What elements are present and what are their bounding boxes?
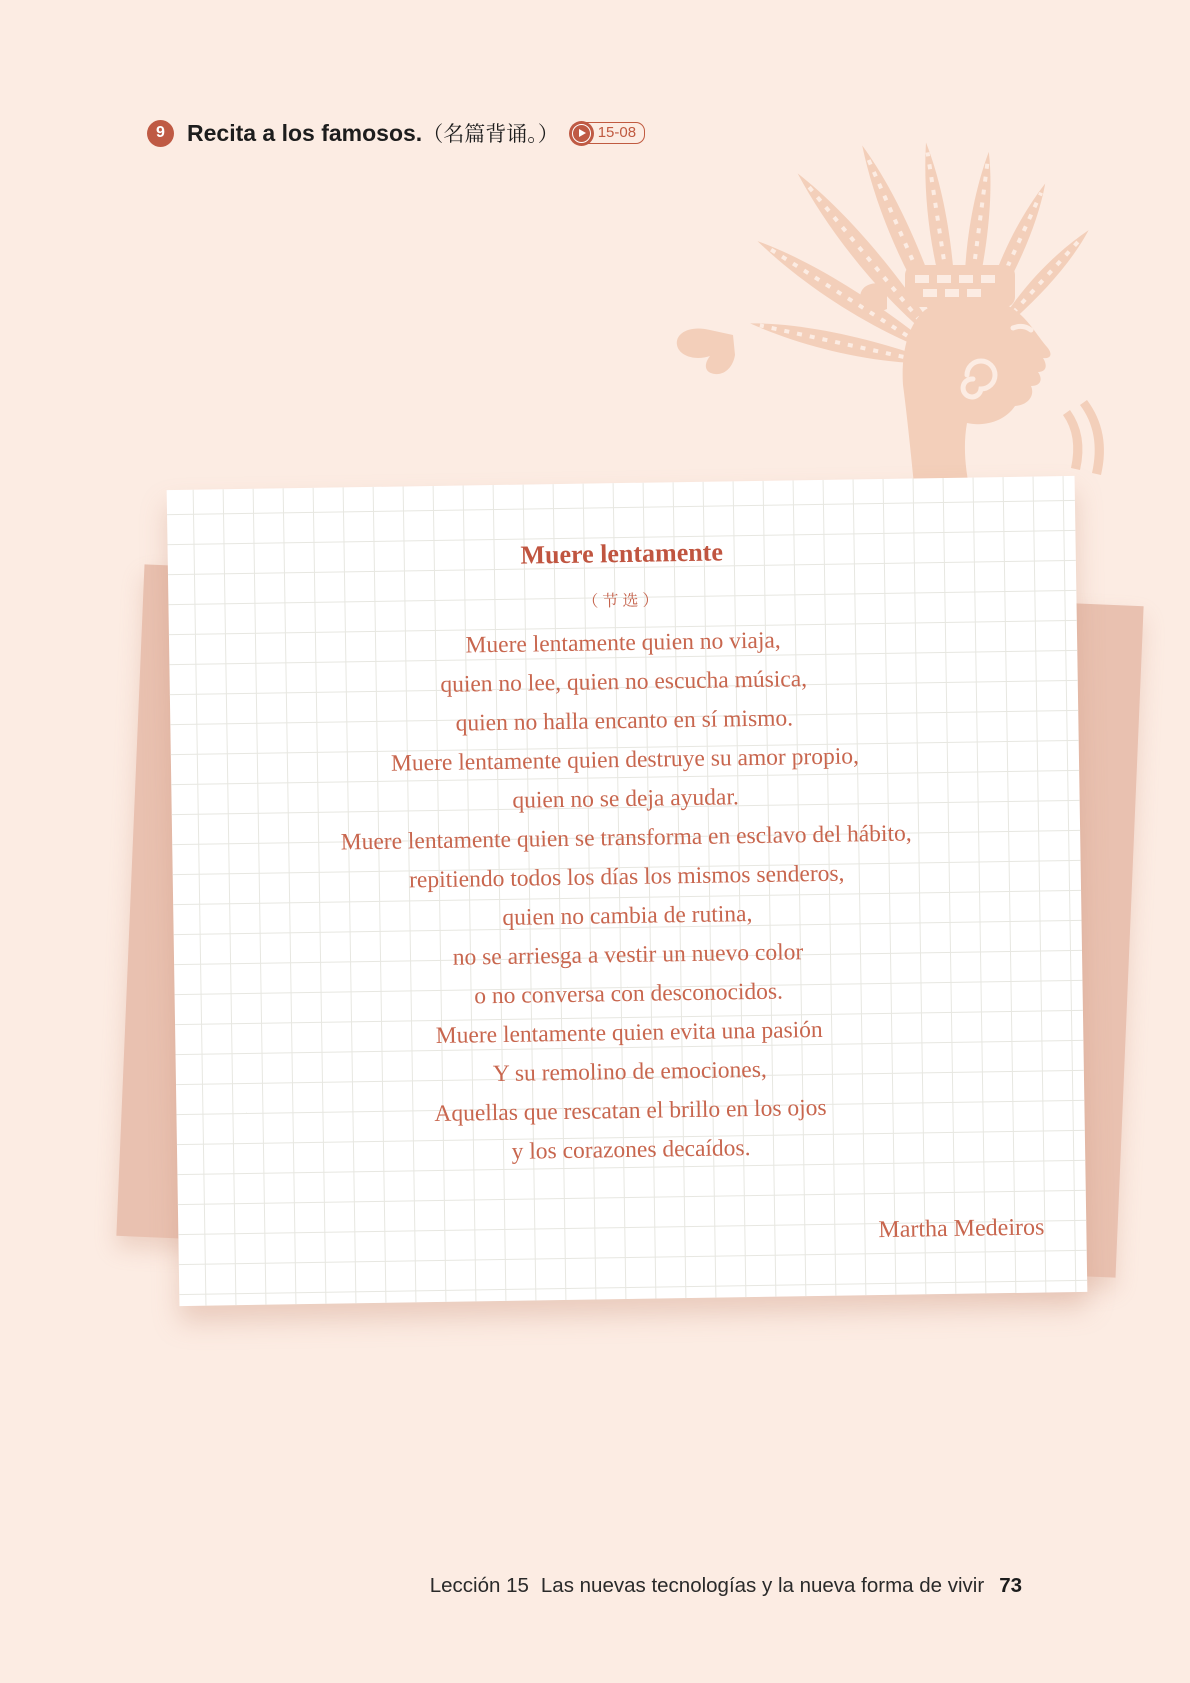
poem-line: Muere lentamente quien no viaja,: [465, 627, 781, 659]
exercise-number-badge: 9: [147, 120, 174, 147]
poem-subtitle: （节选）: [582, 592, 663, 611]
page-number: 73: [999, 1574, 1022, 1597]
poem-title: Muere lentamente: [520, 537, 724, 570]
poem-line: quien no cambia de rutina,: [502, 901, 753, 931]
poem-line: quien no lee, quien no escucha música,: [440, 666, 808, 698]
poem-line: Muere lentamente quien destruye su amor propio,: [390, 743, 860, 777]
play-ring-icon: [572, 124, 591, 143]
poem-line: quien no halla encanto en sí mismo.: [455, 705, 794, 737]
poem-line: o no conversa con desconocidos.: [474, 978, 784, 1010]
page-footer: [430, 1574, 1022, 1598]
audio-badge[interactable]: [569, 121, 645, 146]
footer-lesson-title: Las nuevas tecnologías y la nueva forma de vivir: [540, 1574, 985, 1597]
poem-author: Martha Medeiros: [878, 1214, 1045, 1244]
exercise-header: [147, 118, 645, 148]
poem-line: y los corazones decaídos.: [511, 1135, 751, 1165]
poem-line: Muere lentamente quien se transforma en esclavo del hábito,: [340, 820, 912, 856]
aztec-head-illustration: [615, 75, 1135, 500]
exercise-title-chinese: （名篇背诵。）: [422, 123, 559, 146]
audio-track-label: 15-08: [581, 122, 645, 144]
poem-line: Aquellas que rescatan el brillo en los ojos: [434, 1094, 827, 1128]
play-triangle-icon: [579, 129, 586, 137]
play-icon[interactable]: [569, 121, 594, 146]
poem-body: [169, 617, 1085, 1177]
poem-line: quien no se deja ayudar.: [512, 784, 739, 814]
exercise-title: Recita a los famosos.: [187, 119, 423, 146]
poem-card: [167, 476, 1088, 1306]
poem-line: no se arriesga a vestir un nuevo color: [452, 939, 804, 971]
poem-line: repitiendo todos los días los mismos senderos,: [408, 860, 845, 894]
poem-line: Y su remolino de emociones,: [492, 1056, 767, 1088]
footer-lesson-label: Lección 15: [429, 1574, 529, 1597]
poem-line: Muere lentamente quien evita una pasión: [435, 1016, 823, 1050]
